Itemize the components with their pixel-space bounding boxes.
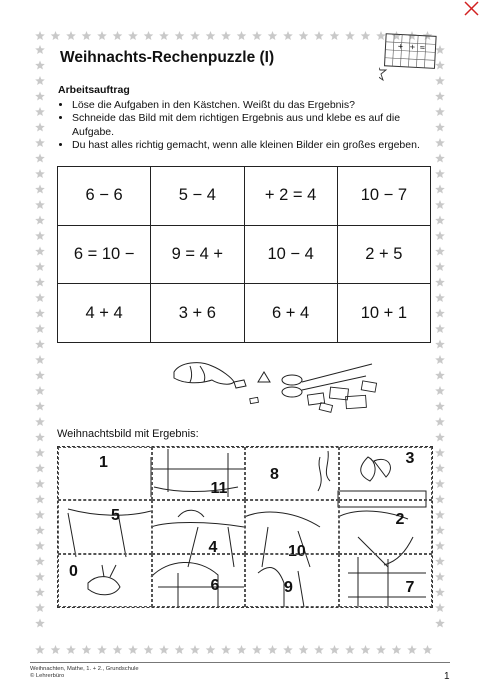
task-cell: 2 + 5	[337, 225, 430, 284]
border-star	[206, 645, 216, 654]
border-star	[128, 645, 138, 654]
border-star	[237, 31, 247, 40]
border-star	[423, 645, 433, 654]
footer-divider	[30, 662, 450, 663]
puzzle-number: 5	[111, 507, 120, 525]
border-star	[435, 448, 445, 457]
border-star	[128, 31, 138, 40]
footer	[30, 666, 139, 680]
border-star	[35, 417, 45, 426]
border-star	[252, 645, 262, 654]
border-star	[159, 31, 169, 40]
border-star	[361, 645, 371, 654]
border-star	[35, 247, 45, 256]
border-star	[435, 154, 445, 163]
border-star	[35, 216, 45, 225]
puzzle-number: 10	[288, 543, 306, 561]
puzzle-number: 2	[395, 511, 405, 529]
puzzle-number: 3	[405, 450, 415, 467]
border-star	[35, 526, 45, 535]
border-star	[435, 185, 445, 194]
border-star	[82, 645, 92, 654]
border-star	[35, 45, 45, 54]
border-star	[435, 619, 445, 628]
puzzle-number: 8	[270, 466, 279, 483]
border-star	[435, 588, 445, 597]
puzzle-piece	[339, 500, 433, 553]
border-star	[97, 31, 107, 40]
border-star	[159, 645, 169, 654]
instruction-item: • Du hast alles richtig gemacht, wenn alle kleinen Bilder ein großes ergeben.	[72, 139, 438, 153]
border-star	[435, 526, 445, 535]
task-cell: + 2 = 4	[244, 167, 337, 226]
border-star	[35, 603, 45, 612]
border-star	[435, 433, 445, 442]
puzzle-piece	[339, 554, 433, 607]
border-star	[35, 541, 45, 550]
border-star	[35, 464, 45, 473]
border-star	[35, 386, 45, 395]
border-star	[314, 645, 324, 654]
border-star	[97, 645, 107, 654]
border-star	[35, 402, 45, 411]
task-cell: 10 − 4	[244, 225, 337, 284]
instructions-heading: Arbeitsauftrag	[58, 84, 130, 96]
task-table	[57, 166, 431, 343]
paper-scraps-icon	[250, 381, 377, 412]
border-star	[35, 107, 45, 116]
border-star	[435, 355, 445, 364]
border-star	[35, 448, 45, 457]
border-star	[35, 371, 45, 380]
instruction-item: • Löse die Aufgaben in den Kästchen. Weißt du das Ergebnis?	[72, 99, 438, 113]
border-star	[221, 645, 231, 654]
puzzle-number: 9	[284, 578, 293, 596]
border-star	[361, 31, 371, 40]
border-star	[435, 216, 445, 225]
border-star	[35, 138, 45, 147]
border-star	[35, 200, 45, 209]
border-star	[268, 31, 278, 40]
border-star	[435, 309, 445, 318]
border-star	[392, 645, 402, 654]
star-icon	[379, 64, 386, 80]
border-star	[190, 31, 200, 40]
svg-text:=: =	[419, 43, 426, 52]
border-star	[35, 510, 45, 519]
border-star	[35, 61, 45, 70]
task-cell: 9 = 4 +	[151, 225, 244, 284]
christmas-picture-puzzle	[57, 446, 433, 608]
border-star	[435, 231, 445, 240]
border-star	[435, 262, 445, 271]
border-star	[35, 645, 45, 654]
scissors-icon	[282, 364, 372, 397]
task-cell: 6 = 10 −	[58, 225, 151, 284]
border-star	[35, 231, 45, 240]
task-cell: 10 − 7	[337, 167, 430, 226]
border-star	[221, 31, 231, 40]
border-star	[35, 278, 45, 287]
puzzle-number: 7	[405, 578, 415, 596]
puzzle-piece	[245, 500, 339, 561]
border-star	[435, 340, 445, 349]
border-star	[35, 588, 45, 597]
border-star	[35, 185, 45, 194]
svg-text:+: +	[409, 43, 416, 52]
footer-line2: © Lehrerbüro	[30, 673, 65, 679]
border-star	[206, 31, 216, 40]
border-star	[435, 324, 445, 333]
border-star	[299, 645, 309, 654]
task-cell: 10 + 1	[337, 284, 430, 343]
border-star	[268, 645, 278, 654]
border-star	[435, 169, 445, 178]
border-star	[35, 557, 45, 566]
border-star	[435, 278, 445, 287]
border-star	[66, 645, 76, 654]
puzzle-number: 1	[99, 454, 108, 471]
border-star	[435, 247, 445, 256]
border-star	[435, 200, 445, 209]
border-star	[35, 433, 45, 442]
border-star	[35, 123, 45, 132]
border-star	[435, 371, 445, 380]
puzzle-piece	[245, 447, 339, 500]
border-star	[35, 309, 45, 318]
puzzle-piece	[58, 500, 152, 553]
border-star	[35, 154, 45, 163]
puzzle-piece	[152, 447, 246, 500]
task-cell: 6 − 6	[58, 167, 151, 226]
instruction-item: • Schneide das Bild mit dem richtigen Ergebnis aus und klebe es auf die Aufgabe.	[72, 112, 438, 139]
puzzle-piece	[245, 554, 339, 607]
glue-icon	[174, 363, 270, 388]
border-star	[35, 479, 45, 488]
puzzle-piece	[339, 447, 433, 500]
border-star	[435, 541, 445, 550]
border-star	[113, 645, 123, 654]
puzzle-number: 11	[210, 480, 228, 497]
border-star	[35, 619, 45, 628]
border-star	[175, 645, 185, 654]
border-star	[435, 557, 445, 566]
border-star	[435, 402, 445, 411]
puzzle-piece	[152, 554, 246, 607]
border-star	[345, 31, 355, 40]
svg-text:+: +	[397, 42, 404, 51]
border-star	[283, 31, 293, 40]
border-star	[35, 92, 45, 101]
task-cell: 6 + 4	[244, 284, 337, 343]
page-number: 1	[444, 671, 450, 682]
task-cell: 5 − 4	[151, 167, 244, 226]
puzzle-number: 6	[210, 576, 220, 594]
border-star	[35, 169, 45, 178]
border-star	[435, 293, 445, 302]
puzzle-number: 0	[69, 562, 78, 580]
corner-marker-icon	[463, 0, 480, 17]
border-star	[299, 31, 309, 40]
border-star	[113, 31, 123, 40]
border-star	[376, 645, 386, 654]
border-star	[330, 31, 340, 40]
border-star	[51, 645, 61, 654]
grid-icon	[379, 32, 441, 82]
border-star	[237, 645, 247, 654]
border-star	[35, 293, 45, 302]
border-star	[345, 645, 355, 654]
border-star	[435, 386, 445, 395]
border-star	[435, 603, 445, 612]
border-star	[35, 262, 45, 271]
picture-label: Weihnachtsbild mit Ergebnis:	[57, 428, 199, 440]
border-star	[330, 645, 340, 654]
border-star	[35, 355, 45, 364]
border-star	[35, 340, 45, 349]
border-star	[35, 495, 45, 504]
border-star	[175, 31, 185, 40]
border-star	[144, 645, 154, 654]
border-star	[435, 495, 445, 504]
puzzle-piece	[58, 447, 152, 500]
border-star	[51, 31, 61, 40]
page-title: Weihnachts-Rechenpuzzle (I)	[60, 49, 275, 66]
border-star	[435, 464, 445, 473]
border-star	[283, 645, 293, 654]
border-star	[435, 572, 445, 581]
footer-line1: Weihnachten, Mathe, 1. + 2., Grundschule	[30, 666, 139, 672]
task-cell: 4 + 4	[58, 284, 151, 343]
border-star	[35, 572, 45, 581]
puzzle-piece	[58, 554, 152, 607]
instructions	[58, 84, 438, 153]
craft-supplies-illustration	[160, 352, 390, 414]
puzzle-number: 4	[208, 539, 218, 557]
border-star	[82, 31, 92, 40]
puzzle-piece	[152, 500, 246, 557]
border-star	[66, 31, 76, 40]
border-star	[314, 31, 324, 40]
task-cell: 3 + 6	[151, 284, 244, 343]
border-star	[35, 324, 45, 333]
border-star	[435, 479, 445, 488]
border-star	[435, 417, 445, 426]
border-star	[435, 510, 445, 519]
border-star	[35, 31, 45, 40]
border-star	[252, 31, 262, 40]
border-star	[407, 645, 417, 654]
border-star	[190, 645, 200, 654]
border-star	[144, 31, 154, 40]
border-star	[35, 76, 45, 85]
